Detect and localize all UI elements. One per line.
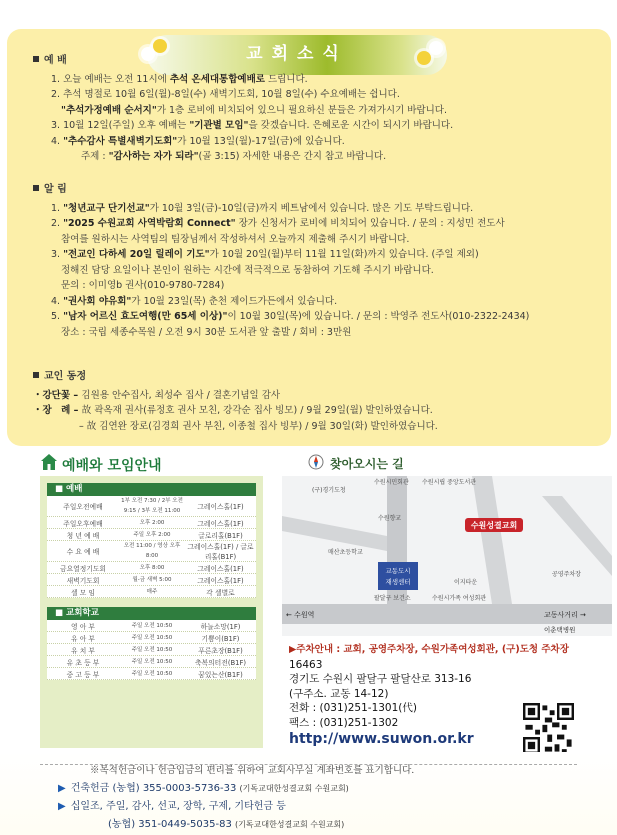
schedule-box xyxy=(40,476,263,748)
news-title: 교회소식 xyxy=(246,44,348,64)
map-label-ijitown: 이지타운 xyxy=(454,579,478,586)
schedule-row xyxy=(47,632,256,644)
schedule-cell-place: 그레이스홀(1F) xyxy=(197,564,244,573)
schedule-title: 예배와 모임안내 xyxy=(62,458,162,474)
schedule-cell-place: 그레이스홀(1F) xyxy=(197,519,244,528)
map-label-cross: 교동사거리 → xyxy=(544,611,586,619)
fax: 팩스 : (031)251-1302 xyxy=(289,716,399,729)
schedule-row xyxy=(47,517,256,529)
schedule-row xyxy=(47,574,256,586)
church-news-panel xyxy=(7,29,611,446)
schedule-cell-place: 기쁨이(B1F) xyxy=(201,634,240,643)
schedule-cell-name: 주일오전예배 xyxy=(63,503,103,511)
schedule-row xyxy=(47,496,256,517)
map-label-station: ← 수원역 xyxy=(286,611,315,619)
map-label-hospital: 이춘택병원 xyxy=(544,626,576,634)
schedule-header xyxy=(40,455,162,475)
notice-item-3: 3. "전교인 다하세 20일 릴레이 기도"가 10월 20일(월)부터 11월 11일(화)까지 있습니다. (주일 제외) xyxy=(51,249,479,260)
website-link[interactable]: http://www.suwon.or.kr xyxy=(289,731,474,747)
notice-item-3-sub1: 정해진 담당 요일이나 본인이 원하는 시간에 적극적으로 동참하여 기도해 주시기 바랍니다. xyxy=(61,264,434,276)
map-label-library: 수원시립 중앙도서관 xyxy=(422,479,477,486)
schedule-cell-time: 주일 오전 10:50 xyxy=(131,622,173,629)
schedule-cell-time: 1부 오전 7:30 / 2부 오전 9:15 / 3부 오전 11:00 xyxy=(121,498,183,514)
road-diagonal xyxy=(542,496,612,576)
map-label-maesan: 매산초등학교 xyxy=(328,549,363,556)
schedule-row xyxy=(47,668,256,680)
members-item-funeral-1: ・장 례 – 故 곽옥재 권사(류정호 권사 모친, 강각순 집사 빙모) / 9월 29일(월) 발인하였습니다. xyxy=(33,405,433,416)
schedule-cell-place: 각 셀별로 xyxy=(206,588,235,597)
schedule-cell-name: 셀 모 임 xyxy=(70,588,96,597)
worship-table-header: ■ 예배 xyxy=(47,483,256,496)
notice-item-2-sub: 참여를 원하시는 사역팀의 팀장님께서 작성하셔서 오늘까지 제출해 주시기 바랍니다. xyxy=(61,233,410,245)
schedule-cell-time: 오전 11:00 / 영상 오후 8:00 xyxy=(123,543,181,559)
notice-item-2: 2. "2025 수원교회 사역박람회 Connect" 장가 신청서가 로비에 비치되어 있습니다. / 문의 : 지성민 전도사 xyxy=(51,218,505,229)
schedule-cell-place: 그레이스홀(1F) / 글로리홀(B1F) xyxy=(187,543,254,561)
notice-item-5: 5. "남자 어르신 효도여행(만 65세 이상)"이 10월 30일(목)에 있습니다. / 문의 : 박영주 전도사(010-2322-2434) xyxy=(51,311,530,322)
members-section xyxy=(33,369,608,434)
worship-table xyxy=(47,496,256,598)
worship-item-2: 2. 추석 명절로 10월 6일(월)-8일(수) 새벽기도회, 10월 8일(수) 수요예배는 쉽니다. xyxy=(51,89,400,100)
divider xyxy=(40,764,577,765)
schedule-cell-time: 주일 오후 2:00 xyxy=(133,531,171,538)
notice-item-1: 1. "청년교구 단기선교"가 10월 3일(금)-10일(금)까지 베트남에서 있습니다. 많은 기도 부탁드립니다. xyxy=(51,202,474,214)
schedule-cell-time: 월-금 새벽 5:00 xyxy=(132,576,172,583)
notice-heading: 알 림 xyxy=(33,182,608,198)
members-heading: 교인 동정 xyxy=(33,369,608,385)
worship-item-1: 1. 오늘 예배는 오전 11시에 추석 온세대통합예배로 드립니다. xyxy=(51,73,308,85)
map-label-parking: 공영주차장 xyxy=(552,571,581,578)
map-label-family: 수원시가족 여성회관 xyxy=(432,595,487,602)
schedule-cell-name: 금요열정기도회 xyxy=(60,564,106,573)
schedule-row xyxy=(47,586,256,598)
schedule-cell-place: 그레이스홀(1F) xyxy=(197,503,244,511)
church-icon xyxy=(40,453,58,471)
worship-item-4: 4. "추수감사 특별새벽기도회"가 10월 13일(월)-17일(금)에 있습니다. xyxy=(51,135,345,147)
schedule-cell-name: 중 고 등 부 xyxy=(66,670,100,679)
school-table xyxy=(47,620,256,680)
schedule-row xyxy=(47,620,256,632)
parking-info: ▶주차안내 : 교회, 공영주차장, 수원가족여성회관, (구)도청 주차장 xyxy=(289,644,569,655)
schedule-cell-name: 주일오후예배 xyxy=(63,519,103,528)
qr-code-icon[interactable] xyxy=(523,703,574,754)
schedule-cell-name: 유 초 등 부 xyxy=(66,658,100,667)
schedule-row xyxy=(47,656,256,668)
map-label-citizen: 수원시민회관 xyxy=(374,479,409,486)
worship-item-2-sub: "추석가정예배 순서지"가 1층 로비에 비치되어 있으니 필요하신 분들은 가져가시기 바랍니다. xyxy=(61,104,447,116)
schedule-row xyxy=(47,562,256,574)
worship-heading: 예 배 xyxy=(33,53,608,69)
worship-item-3: 3. 10월 12일(주일) 오후 예배는 "기관별 모임"을 갖겠습니다. 은혜로운 시간이 되시기 바랍니다. xyxy=(51,120,454,131)
notice-item-4: 4. "권사회 야유회"가 10월 23일(목) 춘천 제이드가든에서 있습니다. xyxy=(51,295,338,307)
schedule-cell-name: 청 년 예 배 xyxy=(66,531,100,540)
schedule-cell-place: 꿈있는산(B1F) xyxy=(198,670,243,679)
notice-item-5-sub: 장소 : 국립 세종수목원 / 오전 9시 30분 도서관 앞 출발 / 회비 : 3만원 xyxy=(61,326,352,338)
map-label-gyeonggi: (구)경기도청 xyxy=(312,487,346,494)
members-item-funeral-2: – 故 김연완 장로(김경희 권사 부친, 이종철 집사 빙부) / 9월 30일(화) 발인하였습니다. xyxy=(79,420,438,432)
schedule-cell-time: 주일 오전 10:50 xyxy=(131,634,173,641)
gyodong-label2: 재생센터 xyxy=(385,578,411,586)
notice-section xyxy=(33,182,608,340)
road-palburo xyxy=(472,476,512,604)
school-table-header: ■ 교회학교 xyxy=(47,607,256,620)
worship-item-4-sub: 주제 : "감사하는 자가 되라"(골 3:15) 자세한 내용은 간지 참고 바랍니다. xyxy=(81,151,387,162)
old-address: (구주소. 교동 14-12) xyxy=(289,687,389,700)
account-general: (농협) 351-0449-5035-83 (기독교대한성결교회 수원교회) xyxy=(108,819,345,830)
schedule-cell-place: 푸른초장(B1F) xyxy=(198,646,243,655)
schedule-cell-time: 매주 xyxy=(146,588,158,595)
zip-code: 16463 xyxy=(289,658,323,671)
account-general-title: ▶ 십일조, 주일, 감사, 선교, 장학, 구제, 기타헌금 등 xyxy=(58,801,286,812)
schedule-cell-time: 오후 2:00 xyxy=(139,519,165,526)
schedule-cell-time: 오후 8:00 xyxy=(139,564,165,571)
schedule-cell-place: 그레이스홀(1F) xyxy=(197,576,244,585)
schedule-cell-time: 주일 오전 10:50 xyxy=(131,658,173,665)
schedule-cell-name: 새벽기도회 xyxy=(66,576,100,585)
schedule-cell-place: 축복의터전(B1F) xyxy=(194,658,247,667)
schedule-row xyxy=(47,541,256,562)
schedule-cell-name: 유 치 부 xyxy=(70,646,96,655)
members-item-flowers: ・강단꽃 – 김원용 안수집사, 최성수 집사 / 결혼기념일 감사 xyxy=(33,389,281,401)
schedule-cell-name: 수 요 예 배 xyxy=(66,548,100,556)
schedule-cell-time: 주일 오전 10:50 xyxy=(131,670,173,677)
schedule-cell-place: 하늘소망(1F) xyxy=(200,622,241,631)
schedule-cell-place: 글로리홀(B1F) xyxy=(198,531,243,540)
schedule-cell-name: 영 아 부 xyxy=(70,622,96,631)
church-label: 수원성결교회 xyxy=(470,521,518,530)
worship-section xyxy=(33,53,608,165)
account-building: ▶ 건축헌금 (농협) 355-0003-5736-33 (기독교대한성결교회 수원교회) xyxy=(58,783,349,794)
gyodong-label: 교동도시 xyxy=(385,567,411,575)
schedule-cell-time: 주일 오전 10:50 xyxy=(131,646,173,653)
schedule-row xyxy=(47,644,256,656)
road-west xyxy=(282,516,387,551)
map-title: 찾아오시는 길 xyxy=(330,457,404,471)
schedule-row xyxy=(47,529,256,541)
map-label-hyanggyo: 수원향교 xyxy=(378,515,402,522)
map-label-palbu: 팔달구 보건소 xyxy=(374,595,411,602)
compass-icon xyxy=(308,454,324,470)
schedule-cell-name: 유 아 부 xyxy=(70,634,96,643)
footer-note: ※목적헌금이나 헌금입금의 편리를 위하여 교회사무실 계좌번호를 표기합니다. xyxy=(90,765,415,776)
location-map[interactable] xyxy=(282,476,612,636)
notice-item-3-sub2: 문의 : 이미영b 권사(010-9780-7284) xyxy=(61,280,225,291)
phone: 전화 : (031)251-1301(代) xyxy=(289,702,417,714)
road-address: 경기도 수원시 팔달구 팔달산로 313-16 xyxy=(289,673,472,685)
